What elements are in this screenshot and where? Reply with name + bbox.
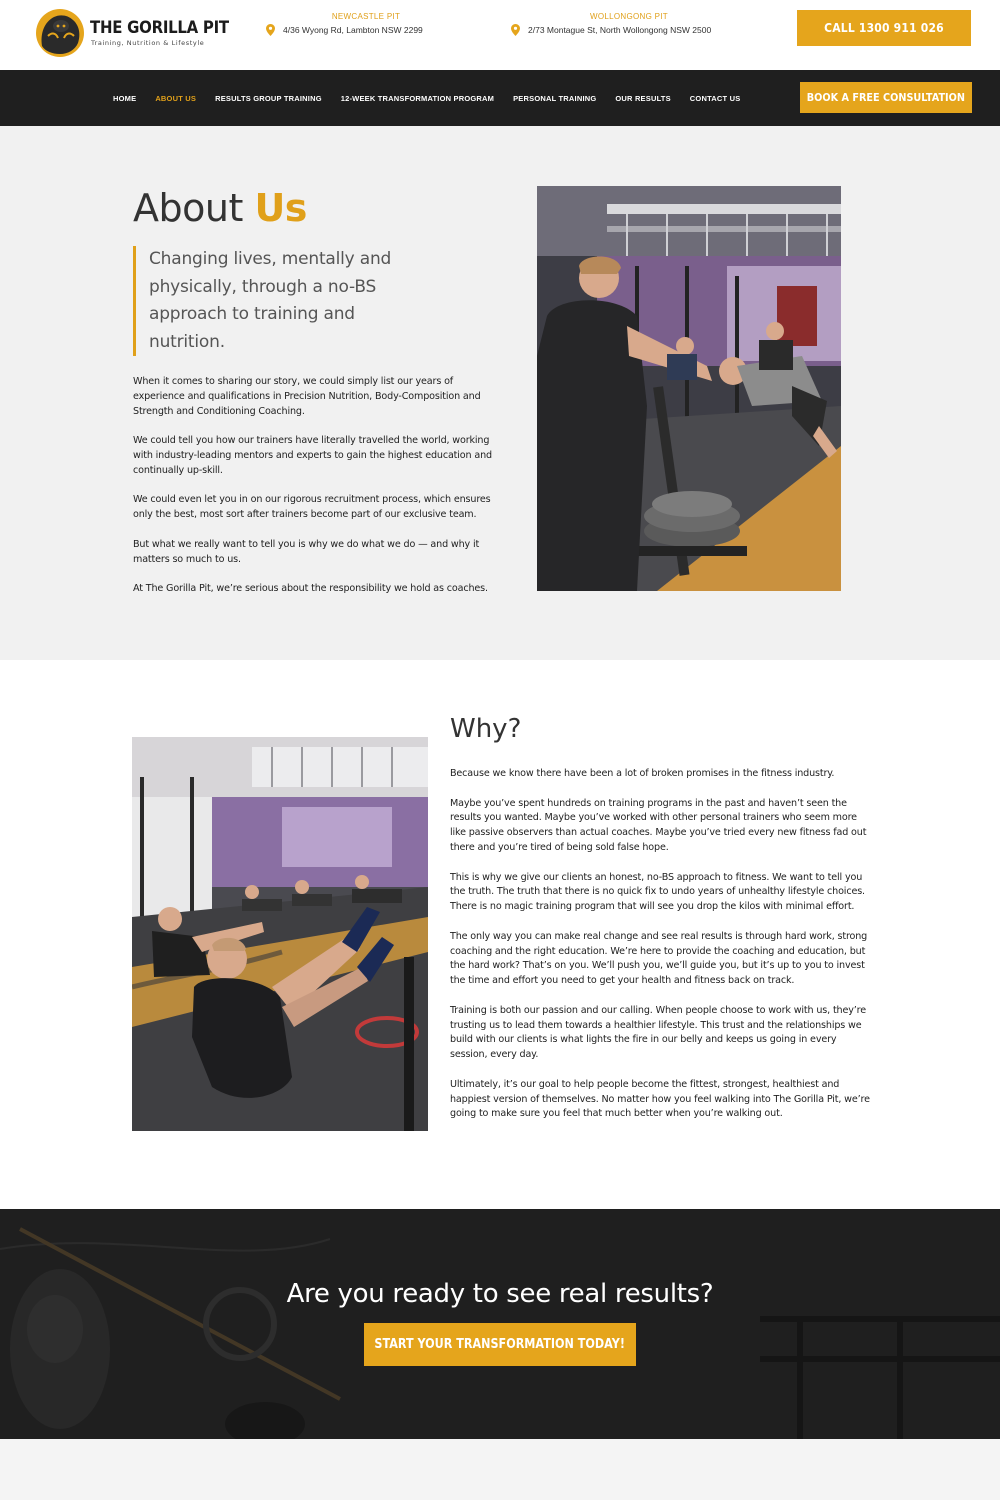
title-accent: Us — [254, 186, 307, 230]
about-paragraph: We could tell you how our trainers have literally travelled the world, working with industry-leading mentors and experts to gain the highest education and continually up-skill. — [133, 435, 492, 476]
nav-item-personal-training[interactable]: PERSONAL TRAINING — [513, 93, 597, 103]
group-training-photo — [132, 737, 428, 1131]
coach-sled-push-photo — [537, 186, 841, 591]
brand-name: THE GORILLA PIT — [90, 18, 229, 38]
nav-item-contact-us[interactable]: CONTACT US — [689, 93, 741, 103]
about-paragraph: But what we really want to tell you is why we do what we do — and why it matters so much to us. — [133, 538, 480, 565]
start-transformation-button[interactable] — [364, 1323, 636, 1366]
why-paragraph: Training is both our passion and our calling. When people choose to work with us, they’re trusting us to lead them towards a healthier lifestyle. This trust and the relationships we build with our clients is what lights the fire in our belly and keeps us going in every session, every day. — [450, 1004, 867, 1061]
nav-list — [113, 70, 759, 126]
location-newcastle — [266, 12, 466, 36]
main-nav — [0, 70, 1000, 126]
brand-tagline: Training, Nutrition & Lifestyle — [91, 39, 205, 47]
about-paragraph: When it comes to sharing our story, we could simply list our years of experience and qualifications in Precision Nutrition, Body-Composition and Strength and Conditioning Coaching. — [133, 376, 481, 417]
cta-title: Are you ready to see real results? — [286, 1279, 714, 1309]
nav-item-results-group-training[interactable]: RESULTS GROUP TRAINING — [215, 93, 322, 103]
location-address[interactable]: 4/36 Wyong Rd, Lambton NSW 2299 — [283, 25, 423, 35]
location-name: NEWCASTLE PIT — [331, 12, 401, 21]
cta-banner — [0, 1209, 1000, 1439]
nav-item-our-results[interactable]: OUR RESULTS — [615, 93, 671, 103]
brand-logo[interactable] — [34, 6, 229, 58]
location-wollongong — [511, 12, 747, 36]
map-pin-icon — [511, 24, 520, 36]
about-body — [133, 375, 503, 612]
nav-item-about-us[interactable]: ABOUT US — [155, 93, 197, 103]
footer-strip — [0, 1439, 1000, 1500]
top-header — [0, 0, 1000, 70]
why-paragraph: This is why we give our clients an honest, no-BS approach to fitness. We want to tell you the truth. The truth that there is no quick fix to undo years of unhealthy lifestyle choices. There is no magic training program that will see you drop the kilos with minimal effort. — [450, 871, 865, 913]
why-title: Why? — [450, 714, 522, 744]
nav-item-home[interactable]: HOME — [113, 93, 137, 103]
map-pin-icon — [266, 24, 275, 36]
location-address[interactable]: 2/73 Montague St, North Wollongong NSW 2500 — [528, 25, 712, 35]
start-transformation-label: START YOUR TRANSFORMATION TODAY! — [374, 1337, 626, 1352]
book-consultation-button[interactable] — [800, 82, 972, 113]
about-paragraph: At The Gorilla Pit, we’re serious about the responsibility we hold as coaches. — [133, 583, 488, 595]
why-paragraph: Because we know there have been a lot of broken promises in the fitness industry. — [450, 768, 835, 779]
gorilla-logo-icon — [34, 6, 86, 58]
book-consultation-label: BOOK A FREE CONSULTATION — [806, 91, 966, 104]
about-section — [0, 126, 1000, 660]
why-paragraph: Ultimately, it’s our goal to help people become the fittest, strongest, healthiest and happiest version of themselves. No matter how you feel walking into The Gorilla Pit, we’re going to make sure you feel that much better when you’re walking out. — [450, 1078, 870, 1120]
title-plain: About — [133, 186, 255, 230]
mission-quote: Changing lives, mentally and physically, through a no-BS approach to training and nutrition. — [133, 246, 393, 356]
why-paragraph: Maybe you’ve spent hundreds on training programs in the past and haven’t seen the results you wanted. Maybe you’ve worked with other personal trainers who seem more like passive observers than actual coaches. Maybe you’ve tried every new fitness fad out there and you’re tired of being sold false hope. — [450, 797, 867, 853]
nav-item-12-week-program[interactable]: 12-WEEK TRANSFORMATION PROGRAM — [340, 93, 495, 103]
page-title — [133, 186, 307, 230]
call-button[interactable]: CALL 1300 911 026 — [797, 10, 971, 46]
why-paragraph: The only way you can make real change and see real results is through hard work, strong coaching and the right education. We’re here to provide the coaching and education, but the hard work? That’s on you. We’ll push you, we’ll guide you, but it’s up to you to invest the time and effort you need to get your health and fitness back on track. — [450, 930, 868, 987]
why-body — [450, 767, 870, 1137]
location-name: WOLLONGONG PIT — [590, 12, 668, 21]
about-paragraph: We could even let you in on our rigorous recruitment process, which ensures only the best, most sort after trainers become part of our exclusive team. — [133, 494, 491, 521]
why-section — [0, 660, 1000, 1209]
